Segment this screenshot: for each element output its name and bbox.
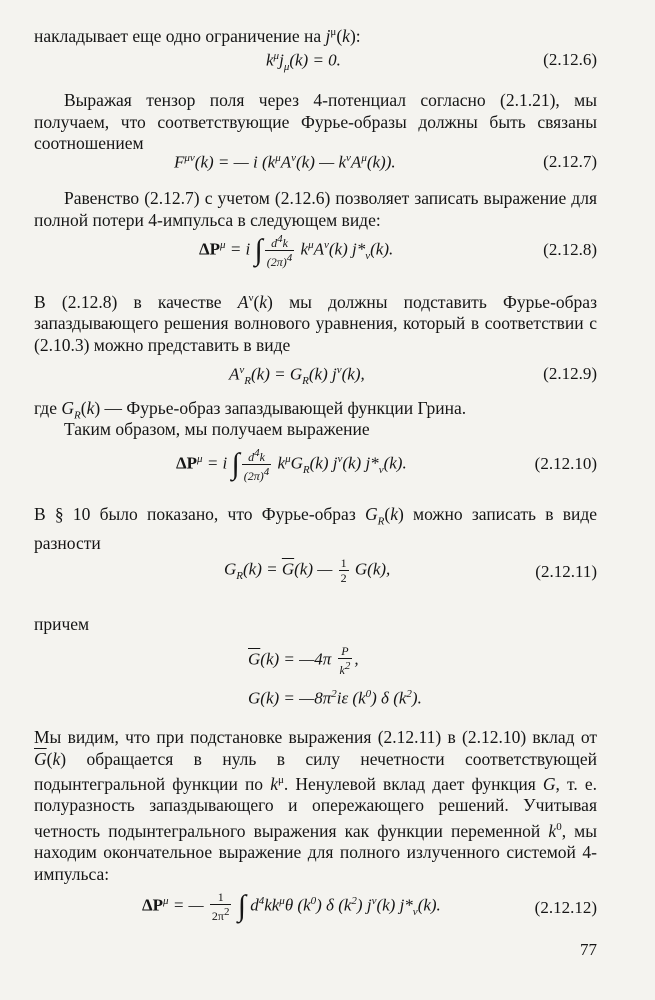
equation-2-12-7: $F^{\mu\nu}(k)$ = — i ($k^\mu A^\nu(k)$ — $k^\nu A^\mu(k)$). (2.12.7) [174,152,597,172]
paragraph-8: причем [34,614,90,634]
equation-g: $G(k) = —8\pi^2i\varepsilon$ $(k^0)$ δ $(k^2)$. [248,688,422,708]
equation-number: (2.12.6) [543,50,597,69]
paragraph-7: В § 10 было показано, что Фурье-образ $G_R(k)$ можно записать в виде разности [34,504,598,553]
paragraph-6: Таким образом, мы получаем выражение [64,419,370,439]
equation-number: (2.12.9) [543,364,597,383]
equation-number: (2.12.8) [543,240,597,259]
page-number: 77 [580,940,597,959]
equation-number: (2.12.7) [543,152,597,171]
equation-2-12-12: $\Delta P^\mu$ = — $\frac{1}{2\pi 2}$ ∫ $d^4kk^\mu\theta$ $(k^0)$ δ $(k^2)$ $j^\nu(k)$ $j*_\nu(k)$. (2.12.12) [142,889,597,923]
equation-number: (2.12.11) [535,562,597,581]
equation-number: (2.12.10) [534,454,597,473]
paragraph-1: накладывает еще одно ограничение на $j^\mu(k)$: [34,25,361,46]
paragraph-3: Равенство (2.12.7) с учетом (2.12.6) позволяет записать выражение для полной потери 4-импульса в следующем виде: [34,188,597,230]
equation-number: (2.12.12) [534,898,597,917]
paragraph-4: В (2.12.8) в качестве $A^\nu(k)$ мы должны подставить Фурье-образ запаздывающего решения волнового уравнения, который в соответствии с (2.10.3) можно представить в виде [34,291,597,355]
equation-2-12-9: $A^\nu_R(k) = G_R(k)$ $j^\nu(k)$, (2.12.9) [229,364,597,388]
equation-2-12-11: $G_R(k) = \overline{G}(k)$ — $\frac{1}{2}$ G(k), (2.12.11) [224,556,597,585]
equation-2-12-8: $\Delta P^\mu = i$ ∫ $\frac{d4k}{(2\pi)4}$ $k^\mu A^\nu(k)$ $j*_\nu(k)$. (2.12.8) [199,233,597,269]
paragraph-5: где $G_R(k)$ — Фурье-образ запаздывающей функции Грина. [34,398,467,422]
equation-2-12-6: $k^\mu j_\mu(k) = 0$. (2.12.6) [266,50,597,74]
equation-g-bar: $\overline{G}(k)$ = —4π $\frac{P}{k2}$ , [248,644,359,677]
paragraph-9: Мы видим, что при подстановке выражения (2.12.11) в (2.12.10) вклад от $\overline{G}(k)$ обращается в нуль в силу нечетности соответствующей подынтегральной функции по $k^\mu$. Ненулевой вклад дает функция G, т. е. полуразность запаздывающего и опережающего решений. Учитывая четность подынтегрального выражения как функции переменной $k^0$, мы находим окончательное выражение для полного излученного системой 4-импульса: [34,727,598,884]
equation-2-12-10: $\Delta P^\mu = i$ ∫ $\frac{d4k}{(2\pi)4}$ $k^\mu G_R(k)$ $j^\nu(k)$ $j*_\nu(k)$. (2.12.10) [176,447,597,483]
paragraph-2: Выражая тензор поля через 4-потенциал согласно (2.1.21), мы получаем, что соответствующие Фурье-образы должны быть связаны соотношением [34,90,597,153]
